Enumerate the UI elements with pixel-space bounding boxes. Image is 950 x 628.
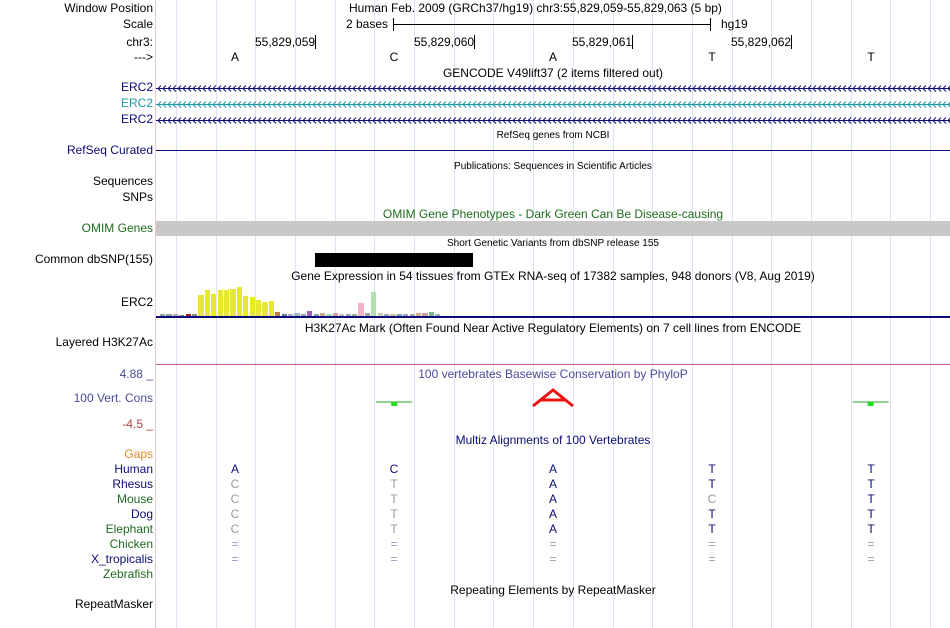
multiz-base: C [707, 492, 717, 506]
cons-plot[interactable] [156, 384, 950, 420]
reference-base: A [230, 50, 239, 64]
multiz-base: T [708, 522, 716, 536]
ruler-position: 55,829,061 [572, 35, 633, 49]
multiz-base: T [390, 477, 398, 491]
gaps-label[interactable]: Gaps [124, 447, 153, 461]
multiz-species-label[interactable]: Chicken [109, 537, 153, 551]
gencode-label-3[interactable]: ERC2 [120, 112, 153, 126]
gtex-bar[interactable] [371, 292, 376, 316]
multiz-base: = [708, 537, 716, 551]
window-position-text: Human Feb. 2009 (GRCh37/hg19) chr3:55,829,059-55,829,063 (5 bp) [349, 1, 722, 15]
reference-base: C [389, 50, 399, 64]
cons-positive-mark[interactable] [391, 402, 397, 406]
reference-base: T [708, 50, 716, 64]
omim-label[interactable]: OMIM Genes [81, 221, 153, 235]
gtex-title: Gene Expression in 54 tissues from GTEx RNA-seq of 17382 samples, 948 donors (V8, Aug 2019) [291, 269, 815, 283]
gtex-bar[interactable] [256, 300, 261, 316]
gridline [732, 0, 733, 628]
strand-label[interactable]: ---> [134, 50, 153, 64]
multiz-base: = [390, 537, 398, 551]
scale-bar [393, 24, 710, 25]
gtex-bar[interactable] [205, 290, 210, 316]
gridline [573, 0, 574, 628]
multiz-species-label[interactable]: X_tropicalis [90, 552, 153, 566]
gtex-bar[interactable] [237, 287, 242, 316]
multiz-base: A [548, 507, 557, 521]
cons-ymax-label: 4.88 _ [119, 367, 153, 381]
ruler-tick [315, 35, 316, 49]
multiz-base: C [230, 492, 240, 506]
gtex-bar[interactable] [269, 301, 274, 316]
ruler-tick [791, 35, 792, 49]
multiz-base: C [230, 507, 240, 521]
gtex-bar[interactable] [243, 296, 248, 316]
multiz-base: = [867, 537, 875, 551]
reference-base: A [548, 50, 557, 64]
multiz-base: T [708, 477, 716, 491]
dbsnp-label[interactable]: Common dbSNP(155) [34, 252, 153, 266]
refseq-title: RefSeq genes from NCBI [496, 130, 610, 141]
browser-image-canvas[interactable] [156, 0, 950, 628]
scale-text: 2 bases [346, 17, 389, 31]
ruler-position: 55,829,062 [731, 35, 792, 49]
cons-title: 100 vertebrates Basewise Conservation by PhyloP [418, 367, 688, 381]
multiz-title: Multiz Alignments of 100 Vertebrates [455, 433, 651, 447]
multiz-base: C [230, 522, 240, 536]
gtex-bar[interactable] [198, 295, 203, 316]
gtex-bar[interactable] [358, 303, 363, 316]
multiz-base: A [548, 522, 557, 536]
multiz-base: T [867, 492, 875, 506]
multiz-base: = [390, 552, 398, 566]
multiz-base: = [231, 552, 239, 566]
gtex-bar[interactable] [262, 302, 267, 316]
scale-assembly: hg19 [721, 17, 748, 31]
gencode-title: GENCODE V49lift37 (2 items filtered out) [442, 66, 664, 80]
scale-label[interactable]: Scale [122, 17, 153, 31]
multiz-species-label[interactable]: Zebrafish [102, 567, 153, 581]
repeatmasker-label[interactable]: RepeatMasker [74, 597, 153, 611]
gridline [811, 0, 812, 628]
multiz-base: A [230, 462, 239, 476]
cons-ymin-label: -4.5 _ [122, 417, 153, 431]
omim-title: OMIM Gene Phenotypes - Dark Green Can Be Disease-causing [382, 207, 724, 221]
window-position-label[interactable]: Window Position [64, 1, 153, 15]
publications-snps-label[interactable]: SNPs [122, 190, 153, 204]
publications-sequences-label[interactable]: Sequences [92, 174, 153, 188]
multiz-base: A [548, 462, 557, 476]
gridline [851, 0, 852, 628]
cons-label[interactable]: 100 Vert. Cons [73, 391, 153, 405]
multiz-base: T [867, 522, 875, 536]
multiz-species-label[interactable]: Elephant [105, 522, 153, 536]
gtex-bar[interactable] [224, 290, 229, 316]
gtex-bar[interactable] [218, 290, 223, 316]
ruler-position: 55,829,059 [255, 35, 316, 49]
multiz-base: A [548, 477, 557, 491]
multiz-base: T [390, 492, 398, 506]
gtex-bar[interactable] [250, 297, 255, 316]
gencode-label-1[interactable]: ERC2 [120, 80, 153, 94]
multiz-base: = [549, 537, 557, 551]
gridline [454, 0, 455, 628]
ruler-tick [632, 35, 633, 49]
h3k27ac-title: H3K27Ac Mark (Often Found Near Active Regulatory Elements) on 7 cell lines from ENCODE [304, 321, 802, 335]
multiz-base: = [867, 552, 875, 566]
omim-feature[interactable] [156, 221, 950, 236]
multiz-species-label[interactable]: Human [114, 462, 153, 476]
publications-title: Publications: Sequences in Scientific Articles [454, 161, 652, 172]
multiz-base: T [867, 462, 875, 476]
multiz-species-label[interactable]: Rhesus [112, 477, 153, 491]
gtex-bar[interactable] [211, 294, 216, 316]
multiz-base: = [708, 552, 716, 566]
gencode-transcript-feature[interactable] [156, 116, 950, 125]
repeatmasker-title: Repeating Elements by RepeatMasker [450, 583, 656, 597]
gencode-transcript-feature[interactable] [156, 100, 950, 109]
refseq-feature[interactable] [156, 150, 950, 151]
multiz-base: T [867, 477, 875, 491]
track-labels-column [0, 0, 153, 628]
multiz-base: T [708, 507, 716, 521]
multiz-base: C [230, 477, 240, 491]
multiz-species-label[interactable]: Dog [130, 507, 153, 521]
gridline [692, 0, 693, 628]
scale-bar-right-tick [710, 18, 711, 31]
gridline [771, 0, 772, 628]
chrom-label[interactable]: chr3: [126, 35, 153, 49]
gtex-baseline [156, 316, 950, 318]
multiz-base: C [389, 462, 399, 476]
multiz-base: = [549, 552, 557, 566]
gridline [930, 0, 931, 628]
scale-bar-left-tick [393, 18, 394, 31]
gridline [533, 0, 534, 628]
multiz-base: T [390, 507, 398, 521]
gridline [613, 0, 614, 628]
h3k27ac-label[interactable]: Layered H3K27Ac [55, 335, 153, 349]
cons-negative-mark[interactable] [533, 390, 573, 406]
multiz-base: A [548, 492, 557, 506]
multiz-species-label[interactable]: Mouse [116, 492, 153, 506]
cons-positive-mark[interactable] [868, 402, 874, 406]
reference-base: T [867, 50, 875, 64]
ruler-tick [474, 35, 475, 49]
gtex-bar[interactable] [230, 289, 235, 316]
gencode-transcript-feature[interactable] [156, 84, 950, 93]
refseq-label[interactable]: RefSeq Curated [66, 143, 153, 157]
gridline [890, 0, 891, 628]
dbsnp-title: Short Genetic Variants from dbSNP release 155 [447, 238, 659, 249]
ruler-position: 55,829,060 [414, 35, 475, 49]
gridline [493, 0, 494, 628]
h3k27ac-signal [156, 364, 950, 365]
dbsnp-feature[interactable] [315, 253, 473, 267]
gtex-label[interactable]: ERC2 [120, 295, 153, 309]
multiz-base: T [390, 522, 398, 536]
multiz-base: T [708, 462, 716, 476]
multiz-base: = [231, 537, 239, 551]
multiz-base: T [867, 507, 875, 521]
gencode-label-2[interactable]: ERC2 [120, 96, 153, 110]
gridline [652, 0, 653, 628]
